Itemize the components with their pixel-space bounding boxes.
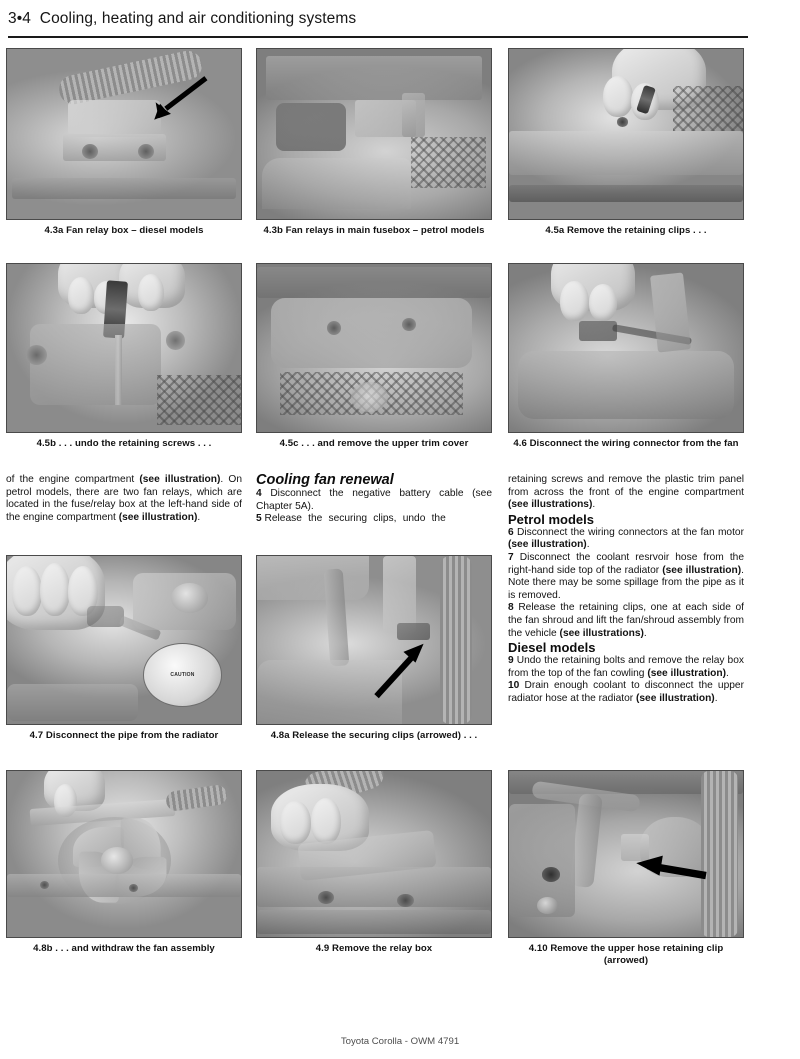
- photo-4-3b: [256, 48, 492, 220]
- page-header: [8, 4, 792, 34]
- figure-4-9: [256, 770, 492, 955]
- trim-panel: [509, 131, 743, 175]
- caption-4-3a: 4.3a Fan relay box – diesel models: [44, 225, 204, 236]
- shroud-upper: [257, 556, 369, 600]
- step-number: 7: [508, 551, 514, 563]
- fan-shroud: [518, 351, 733, 418]
- page-number: 3•4: [8, 10, 31, 27]
- mount-hole-1: [40, 881, 49, 889]
- text-bold: (see illustration): [636, 692, 715, 704]
- finger-2: [311, 798, 341, 844]
- radiator-cap-label: [143, 643, 223, 707]
- figure-4-5b: [6, 263, 242, 450]
- step-6: [508, 527, 744, 552]
- lower-panel: [257, 910, 491, 933]
- lower-shadow: [509, 185, 743, 202]
- photo-4-8a: [256, 555, 492, 725]
- paragraph-continuation-left: [6, 474, 242, 524]
- cap-warning-text: CAUTION: [170, 672, 195, 679]
- step-text: Release the securing clips, undo the: [264, 513, 446, 525]
- filler-neck: [171, 583, 208, 613]
- heading-petrol-models: Petrol models: [508, 511, 594, 527]
- text-part: Disconnect the wiring connectors at the fan motor: [516, 526, 744, 538]
- finger-3: [138, 274, 164, 311]
- figure-4-10: [508, 770, 744, 967]
- text-part: Release the retaining clips, one at each side of the fan shroud and lift the fan/shroud assembly from the vehicle: [508, 602, 744, 639]
- finger-1: [12, 566, 42, 616]
- toyota-badge: [351, 382, 388, 412]
- photo-4-5b: [6, 263, 242, 433]
- securing-clip: [383, 556, 416, 633]
- photo-4-5c: [256, 263, 492, 433]
- text-part: .: [197, 511, 201, 523]
- text-part: .: [586, 539, 590, 551]
- footer-text: Toyota Corolla - OWM 4791: [340, 1036, 460, 1047]
- braided-hose: [440, 556, 473, 724]
- text-bold: (see illustration): [118, 511, 198, 523]
- arrow-pointer-icon: [621, 854, 715, 891]
- finger-2: [589, 284, 617, 321]
- figure-4-3b: [256, 48, 492, 237]
- step-4: [256, 488, 492, 513]
- text-bold: (see illustration): [647, 667, 726, 679]
- engine-bay-top: [257, 267, 491, 297]
- figure-4-8b: [6, 770, 242, 955]
- arrow-pointer-icon: [365, 633, 445, 700]
- text-part: .: [726, 667, 729, 679]
- step-number: 9: [508, 655, 514, 667]
- bumper-panel: [262, 158, 412, 209]
- caption-4-3b: 4.3b Fan relays in main fusebox – petrol models: [263, 225, 485, 236]
- text-bold: (see illustration): [139, 474, 221, 485]
- caption-4-5b: 4.5b . . . undo the retaining screws . . .: [36, 438, 212, 449]
- text-part: .: [643, 627, 647, 639]
- text-part: . Note there may be some spillage from the pipe as it is removed.: [508, 564, 744, 601]
- figure-4-7: [6, 555, 242, 742]
- grille-mesh: [157, 375, 241, 425]
- step-number: 6: [508, 526, 514, 538]
- text-bold: (see illustrations): [508, 499, 593, 511]
- fusebox-top: [266, 56, 481, 100]
- trim-panel: [30, 324, 161, 405]
- finger-2: [40, 563, 70, 617]
- text-column-middle: [256, 472, 492, 526]
- text-part: . On petrol models, there are two fan relays, which are located in the fuse/relay box at the left-hand side of the engine compartment: [6, 474, 242, 523]
- step-8: [508, 602, 744, 640]
- text-part: retaining screws and remove the plastic trim panel from across the front of the engine compartment: [508, 474, 744, 498]
- caption-4-6: 4.6 Disconnect the wiring connector from the fan: [513, 438, 739, 449]
- wiring-connector: [579, 321, 616, 341]
- arrow-pointer-icon: [124, 76, 222, 127]
- relay-unit: [402, 93, 425, 137]
- grille-mesh: [411, 137, 486, 188]
- step-5: [256, 513, 492, 526]
- grommet: [537, 897, 558, 914]
- text-bold: (see illustrations): [559, 627, 644, 639]
- figure-4-5a: [508, 48, 744, 237]
- upper-trim-cover: [271, 298, 472, 369]
- chassis-rail: [12, 178, 237, 198]
- caption-4-5a: 4.5a Remove the retaining clips . . .: [545, 225, 707, 236]
- figure-4-6: [508, 263, 744, 450]
- finger-1: [280, 801, 310, 844]
- heading-diesel-models: Diesel models: [508, 640, 596, 656]
- lower-pipework: [7, 684, 138, 721]
- figure-4-5c: [256, 263, 492, 450]
- step-10: [508, 680, 744, 705]
- grommet: [166, 331, 185, 349]
- text-bold: (see illustration): [662, 564, 742, 576]
- panel-hole: [26, 345, 47, 365]
- cowling-hole-2: [397, 894, 413, 907]
- step-number: 10: [508, 680, 520, 692]
- cowling-hole-1: [318, 891, 334, 904]
- fusebox-cover: [276, 103, 346, 151]
- text-column-left: [6, 474, 242, 524]
- caption-4-10: 4.10 Remove the upper hose retaining clip (arrowed): [528, 943, 724, 966]
- paragraph-continuation-right: [508, 474, 744, 512]
- figure-4-8a: [256, 555, 492, 742]
- caption-4-9: 4.9 Remove the relay box: [315, 943, 433, 954]
- text-column-right: [508, 474, 744, 706]
- step-text: Disconnect the negative battery cable (see Chapter 5A).: [256, 488, 492, 512]
- chapter-title: Cooling, heating and air conditioning systems: [39, 10, 357, 27]
- step-number: 8: [508, 602, 514, 614]
- caption-4-8b: 4.8b . . . and withdraw the fan assembly: [33, 943, 215, 954]
- text-part: of the engine compartment: [6, 474, 140, 485]
- text-bold: (see illustration): [508, 539, 587, 551]
- finger-1: [603, 76, 633, 117]
- photo-4-7: [6, 555, 242, 725]
- header-divider: [8, 36, 748, 38]
- step-number: 4: [256, 488, 262, 499]
- fan-cowling: [257, 867, 491, 907]
- caption-4-8a: 4.8a Release the securing clips (arrowed) . . .: [270, 730, 478, 741]
- step-number: 5: [256, 513, 262, 525]
- page-footer: [0, 1036, 800, 1047]
- grille-mesh: [673, 86, 743, 130]
- photo-4-3a: [6, 48, 242, 220]
- section-heading-cooling-fan-renewal: Cooling fan renewal: [256, 472, 394, 488]
- text-part: .: [714, 692, 718, 704]
- step-9: [508, 655, 744, 680]
- figure-4-3a: [6, 48, 242, 237]
- finger-1: [560, 281, 588, 321]
- step-7: [508, 552, 744, 602]
- photo-4-5a: [508, 48, 744, 220]
- text-part: .: [592, 499, 596, 511]
- photo-4-6: [508, 263, 744, 433]
- text-part: Disconnect the coolant resrvoir hose from the right-hand side top of the radiator: [508, 551, 744, 576]
- photo-4-10: [508, 770, 744, 938]
- caption-4-7: 4.7 Disconnect the pipe from the radiator: [29, 730, 219, 741]
- screw-hole-1: [327, 321, 341, 334]
- text-part: Undo the retaining bolts and remove the relay box from the top of the fan cowling: [508, 655, 744, 679]
- photo-4-9: [256, 770, 492, 938]
- fan-hub: [101, 847, 134, 874]
- page-header-text: [8, 10, 356, 28]
- finger-1: [68, 277, 94, 314]
- caption-4-5c: 4.5c . . . and remove the upper trim cover: [279, 438, 469, 449]
- text-part: Drain enough coolant to disconnect the upper radiator hose at the radiator: [508, 680, 744, 704]
- photo-4-8b: [6, 770, 242, 938]
